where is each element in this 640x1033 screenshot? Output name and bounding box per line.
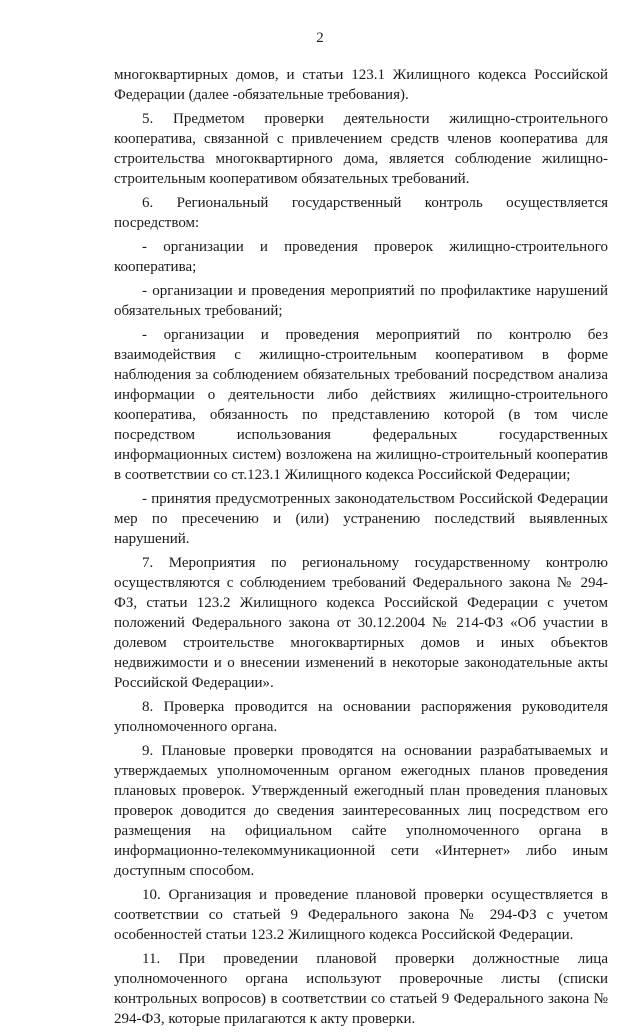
page-number: 2 (316, 30, 324, 46)
paragraph-item-7: 7. Мероприятия по региональному государственному контролю осуществляются с соблюдением требований Федерального закона № 294-ФЗ, статьи 123.2 Жилищного кодекса Российской Федерации с учетом положений Федерального закона от 30.12.2004 № 214-ФЗ «Об участии в долевом строительстве многоквартирных домов и иных объектов недвижимости и о внесении изменений в некоторые законодательные акты Российской Федерации». (114, 555, 608, 691)
list-item-monitoring: - организации и проведения мероприятий по контролю без взаимодействия с жилищно-строительным кооперативом в форме наблюдения за соблюдением обязательных требований посредством анализа информации о деятельности либо действиях жилищно-строительного кооператива, обязанность по представлению которой (в том числе посредством использования федеральных государственных информационных систем) возложена на жилищно-строительный кооператив в соответствии со ст.123.1 Жилищного кодекса Российской Федерации; (114, 327, 608, 483)
paragraph-item-10: 10. Организация и проведение плановой проверки осуществляется в соответствии со статьей 9 Федерального закона № 294-ФЗ с учетом особенностей статьи 123.2 Жилищного кодекса Российской Федерации. (114, 887, 608, 943)
paragraph-item-11: 11. При проведении плановой проверки должностные лица уполномоченного органа используют проверочные листы (списки контрольных вопросов) в соответствии со статьей 9 Федерального закона № 294-ФЗ, которые прилагаются к акту проверки. (114, 951, 608, 1027)
paragraph-continuation: многоквартирных домов, и статьи 123.1 Жилищного кодекса Российской Федерации (далее -обязательные требования). (114, 67, 608, 103)
list-item-inspections: - организации и проведения проверок жилищно-строительного кооператива; (114, 239, 608, 275)
list-item-prevention: - организации и проведения мероприятий по профилактике нарушений обязательных требований; (114, 283, 608, 319)
paragraph-item-5: 5. Предметом проверки деятельности жилищно-строительного кооператива, связанной с привлечением средств членов кооператива для строительства многоквартирного дома, является соблюдение жилищно-строительным кооперативом обязательных требований. (114, 111, 608, 187)
paragraph-item-6: 6. Региональный государственный контроль осуществляется посредством: (114, 195, 608, 231)
paragraph-item-9: 9. Плановые проверки проводятся на основании разрабатываемых и утверждаемых уполномоченным органом ежегодных планов проведения плановых проверок. Утвержденный ежегодный план проведения плановых проверок доводится до сведения заинтересованных лиц посредством его размещения на официальном сайте уполномоченного органа в информационно-телекоммуникационной сети «Интернет» либо иным доступным способом. (114, 743, 608, 879)
document-body (114, 65, 608, 1033)
paragraph-item-8: 8. Проверка проводится на основании распоряжения руководителя уполномоченного органа. (114, 699, 608, 735)
list-item-measures: - принятия предусмотренных законодательством Российской Федерации мер по пресечению и (или) устранению последствий выявленных нарушений. (114, 491, 608, 547)
